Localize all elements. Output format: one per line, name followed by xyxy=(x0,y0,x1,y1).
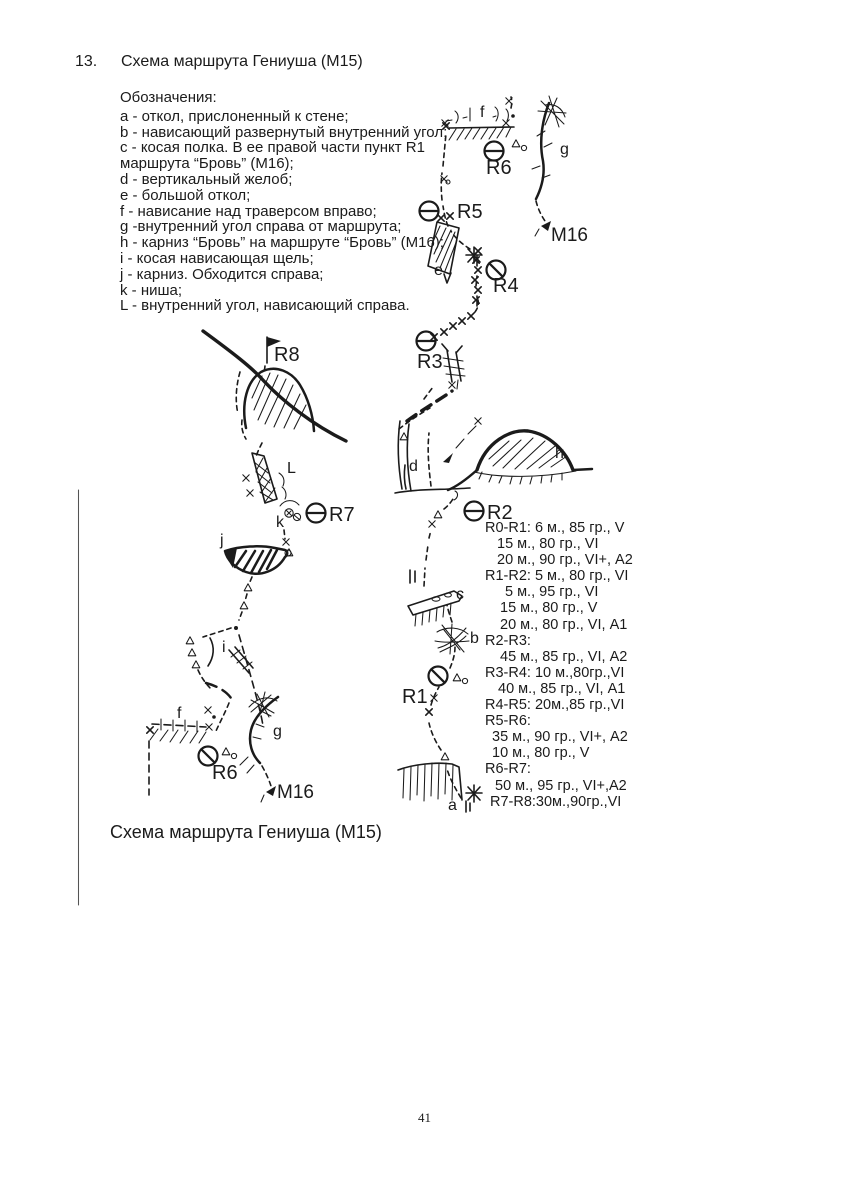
feature-a-block xyxy=(398,763,470,812)
feature-crack-below-r3 xyxy=(442,344,465,382)
legend-item: e - большой откол; xyxy=(120,186,251,204)
m16-arrow-tick-right xyxy=(535,229,539,236)
feature-label-g-left: g xyxy=(273,723,282,740)
pitch-line: 15 м., 80 гр., VI xyxy=(497,536,599,553)
legend-item: f - нависание над траверсом вправо; xyxy=(120,202,377,220)
route-line-below-j xyxy=(186,577,252,690)
belay-label-r3: R3 xyxy=(417,351,443,373)
belay-symbol-r3 xyxy=(417,332,436,351)
feature-dome-below-r8 xyxy=(244,369,314,431)
legend-item: а - откол, прислоненный к стене; xyxy=(120,107,349,125)
pitch-line: 20 м., 90 гр., VI+, А2 xyxy=(497,552,633,569)
belay-label-r8: R8 xyxy=(274,344,300,366)
belay-label-r5: R5 xyxy=(457,201,483,223)
feature-label-c: c xyxy=(456,586,464,603)
feature-label-j: j xyxy=(220,532,224,549)
pitch-line: 10 м., 80 гр., V xyxy=(492,745,590,762)
pitch-line: R7-R8:30м.,90гр.,VI xyxy=(490,793,622,810)
m16-arrow-left xyxy=(266,786,276,796)
legend-item: L - внутренний угол, нависающий справа. xyxy=(120,297,410,315)
m16-direction-arrow-under-roof xyxy=(443,418,481,463)
belay-label-r4: R4 xyxy=(493,275,519,297)
route-line-f-to-r6 xyxy=(205,683,231,731)
belay-symbol-r1 xyxy=(429,667,448,686)
belay-label-r6-right: R6 xyxy=(486,157,512,179)
feature-L-corner xyxy=(243,453,286,503)
feature-j-roof xyxy=(225,546,291,573)
belay-symbol-r2 xyxy=(465,502,484,521)
left-topo-column xyxy=(147,331,355,803)
figure-caption: Схема маршрута Гениуша (М15) xyxy=(110,822,382,842)
legend-item: g -внутренний угол справа от маршрута; xyxy=(120,218,402,236)
m16-arrow-right xyxy=(541,221,551,231)
feature-b-overhang xyxy=(435,624,469,654)
route-segment-to-m16 xyxy=(262,766,271,786)
route-segment xyxy=(447,605,452,622)
legend-item: d - вертикальный желоб; xyxy=(120,170,293,188)
legend-heading: Обозначения: xyxy=(120,89,217,106)
bush-icon xyxy=(466,785,482,802)
m16-arrow-tick-left xyxy=(261,795,264,802)
legend-item: j - карниз. Обходится справа; xyxy=(120,265,324,283)
pitch-line: 50 м., 95 гр., VI+,А2 xyxy=(495,777,627,794)
pebble-marks-r6-right xyxy=(512,140,526,151)
belay-symbol-r5 xyxy=(420,202,439,221)
belay-label-r6-left: R6 xyxy=(212,762,238,784)
route-line-r5-r6 xyxy=(441,123,450,200)
page-number: 41 xyxy=(418,1110,431,1125)
feature-label-b: b xyxy=(470,630,479,647)
feature-d-groove xyxy=(398,421,411,491)
legend-item: c - косая полка. В ее правой части пункт R1 xyxy=(120,139,425,157)
m16-label-left: М16 xyxy=(277,782,314,803)
feature-label-k: k xyxy=(276,514,284,531)
pitch-line: R3-R4: 10 м.,80гр.,VI xyxy=(485,664,625,681)
legend-item: h - карниз “Бровь” на маршруте “Бровь” (М16); xyxy=(120,234,444,252)
pitch-line: 5 м., 95 гр., VI xyxy=(505,584,599,601)
feature-e-flake xyxy=(428,222,459,283)
legend-item: i - косая нависающая щель; xyxy=(120,249,314,267)
belay-symbol-r7 xyxy=(307,504,326,523)
pitch-line: R0-R1: 6 м., 85 гр., V xyxy=(485,520,625,536)
page-title: Схема маршрута Гениуша (М15) xyxy=(121,53,363,70)
right-topo-column xyxy=(395,96,592,814)
feature-label-e: e xyxy=(434,262,443,279)
feature-label-f-left: f xyxy=(177,705,182,722)
rock-edge-bend xyxy=(399,380,458,429)
belay-label-r2: R2 xyxy=(487,502,513,524)
bush-icon-r4 xyxy=(466,247,482,263)
feature-c-ledge xyxy=(408,570,462,626)
pitch-line: 40 м., 85 гр., VI, А1 xyxy=(498,680,626,697)
legend-item: маршрута “Бровь” (М16); xyxy=(120,155,294,173)
route-segment-groove xyxy=(428,433,431,486)
pitch-line: 45 м., 85 гр., VI, А2 xyxy=(500,648,628,665)
legend-item: b - нависающий развернутый внутренний угол; xyxy=(120,123,448,141)
legend-item: k - ниша; xyxy=(120,281,183,299)
pitch-line: 15 м., 80 гр., V xyxy=(500,600,598,617)
feature-label-i: i xyxy=(222,639,226,656)
route-line-c-to-r2 xyxy=(424,491,458,586)
pitch-line: R6-R7: xyxy=(485,761,531,778)
pitch-line: R2-R3: xyxy=(485,632,531,649)
pitch-line: 35 м., 90 гр., VI+, А2 xyxy=(492,729,628,746)
feature-label-g-right: g xyxy=(560,141,569,158)
pitch-line: R1-R2: 5 м., 80 гр., VI xyxy=(485,568,629,585)
feature-label-d: d xyxy=(409,458,418,475)
pebble-marks-r6-left xyxy=(222,748,236,759)
pitch-line: R4-R5: 20м.,85 гр.,VI xyxy=(485,697,625,714)
feature-h-roof xyxy=(448,431,592,490)
feature-label-f-top: f xyxy=(480,104,485,121)
belay-label-r1: R1 xyxy=(402,686,428,708)
pitch-line: R5-R6: xyxy=(485,713,531,730)
feature-label-L: L xyxy=(287,460,296,477)
pitch-line: 20 м., 80 гр., VI, А1 xyxy=(500,616,628,633)
section-number: 13. xyxy=(75,53,98,70)
feature-g-corner-right xyxy=(532,96,566,221)
belay-label-r7: R7 xyxy=(329,504,355,526)
feature-label-a: a xyxy=(448,797,457,814)
m16-label-right: М16 xyxy=(551,225,588,246)
feature-label-h: h xyxy=(555,445,564,462)
feature-f-traverse-left xyxy=(147,719,206,795)
feature-f-traverse-top xyxy=(442,97,515,140)
pebble-marks-r1 xyxy=(453,674,467,684)
